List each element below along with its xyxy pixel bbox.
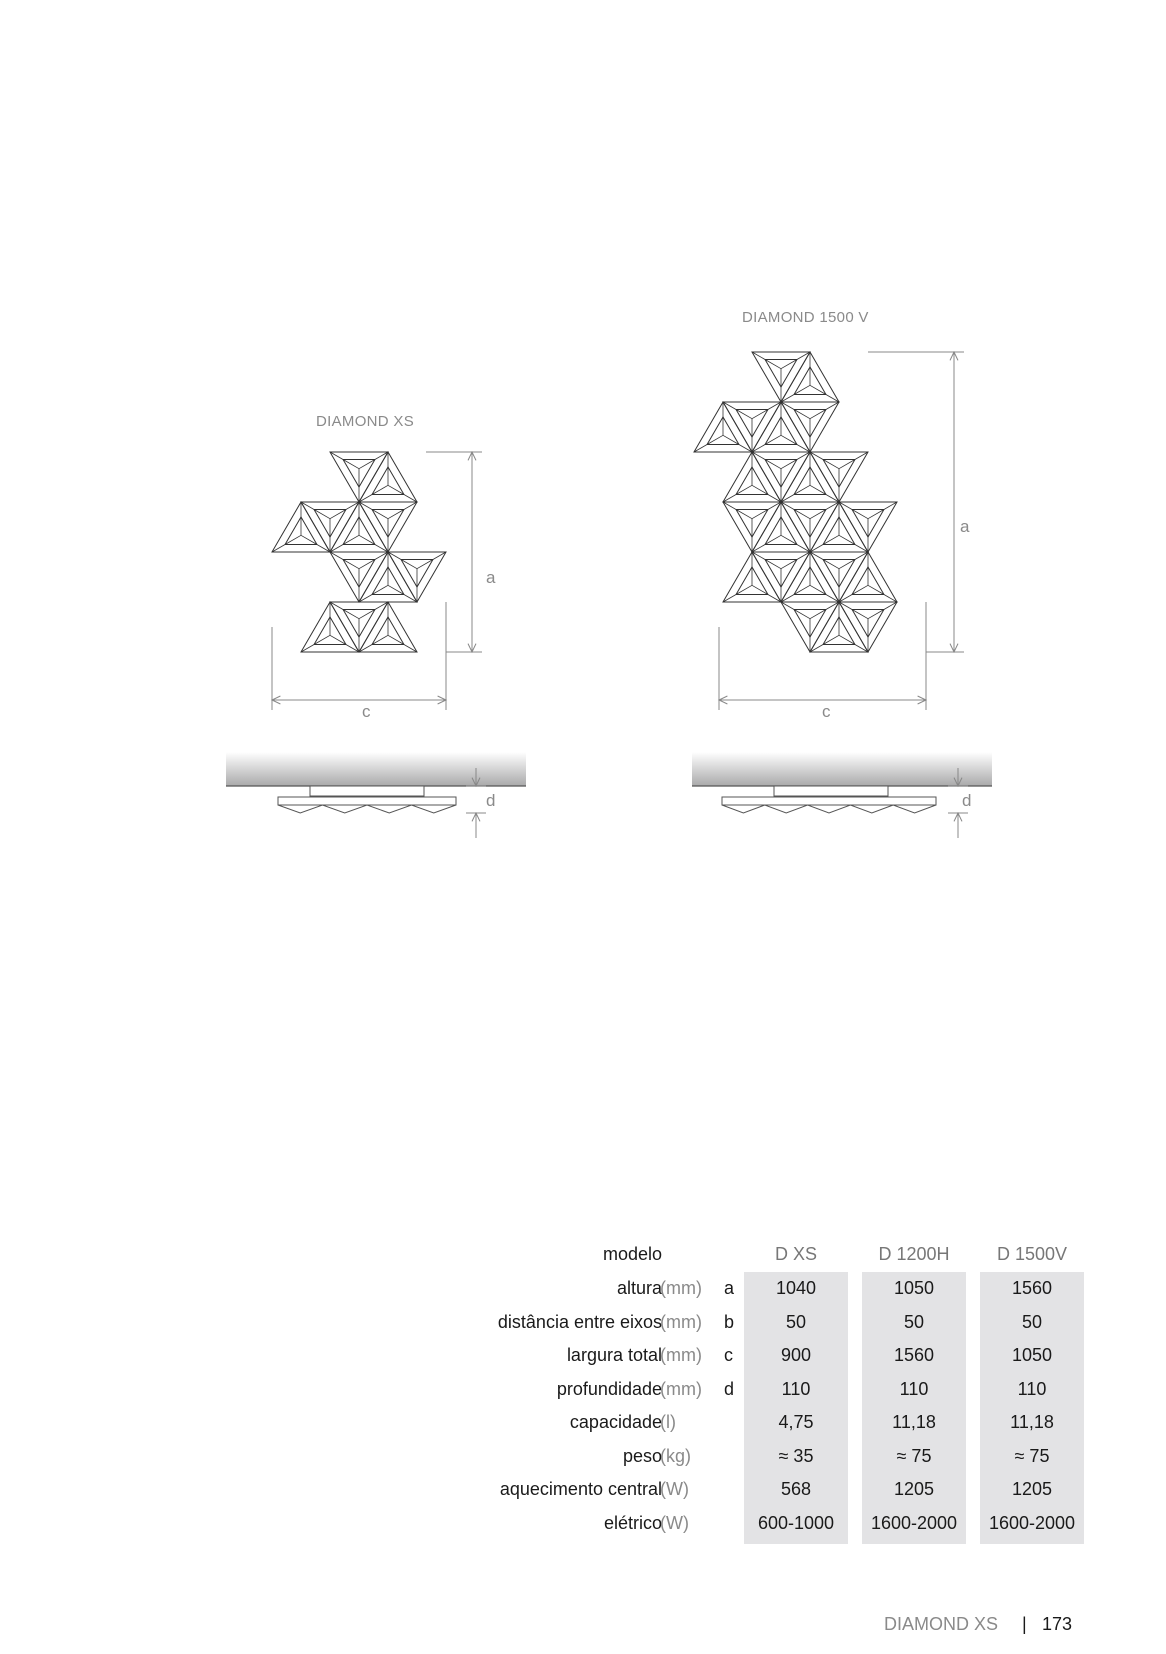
table-row: [460, 1373, 1100, 1405]
dimension-c-label-xs: c: [362, 702, 371, 721]
row-value-d1200h: 110: [899, 1378, 929, 1399]
row-value-dxs: 568: [780, 1479, 812, 1499]
row-value-d1200h: 1050: [893, 1278, 935, 1298]
radiator-profile: [278, 805, 456, 813]
table-row: [460, 1406, 1100, 1438]
row-value-d1500v: 110: [1017, 1378, 1047, 1399]
header-model-d1500v: D 1500V: [996, 1244, 1068, 1264]
row-unit: (l): [660, 1412, 676, 1432]
dimension-d-label-1500v: d: [962, 791, 972, 810]
row-label: capacidade: [569, 1412, 662, 1432]
radiator-profile: [722, 805, 936, 813]
row-value-dxs: 900: [780, 1345, 812, 1365]
row-unit: (W): [660, 1479, 689, 1499]
header-model-dxs: D XS: [774, 1244, 817, 1264]
row-unit: (mm): [660, 1345, 702, 1365]
row-dimension-letter: b: [724, 1311, 735, 1332]
footer-page-number: 173: [1042, 1614, 1073, 1634]
diamond-xs-side-view-wall: [226, 752, 526, 786]
table-row: [460, 1306, 1100, 1338]
diamond-1500v-side-view-wall: [692, 752, 992, 786]
row-value-d1500v: ≈ 75: [1014, 1445, 1050, 1466]
row-dimension-letter: c: [724, 1345, 733, 1365]
row-value-dxs: 4,75: [778, 1412, 814, 1432]
dimension-d-label-xs: d: [486, 791, 496, 810]
row-value-d1200h: 1205: [893, 1479, 935, 1499]
row-value-d1500v: 11,18: [1010, 1412, 1054, 1432]
row-value-d1200h: ≈ 75: [896, 1445, 932, 1466]
row-value-d1200h: 11,18: [892, 1412, 936, 1432]
header-label: modelo: [602, 1244, 662, 1264]
mounting-bracket: [774, 786, 888, 796]
row-value-dxs: 50: [785, 1311, 807, 1332]
header-model-d1200h: D 1200H: [878, 1244, 950, 1264]
row-dimension-letter: d: [724, 1378, 735, 1399]
radiator-body: [278, 797, 456, 805]
row-label: peso: [622, 1445, 662, 1466]
table-row: [460, 1339, 1100, 1371]
row-label: altura: [616, 1278, 662, 1298]
table-row: [460, 1272, 1100, 1304]
dimension-a-label-xs: a: [486, 568, 496, 587]
row-value-dxs: 110: [781, 1378, 811, 1399]
footer-separator: |: [1022, 1614, 1027, 1634]
row-unit: (W): [660, 1512, 689, 1533]
dimension-a-label-1500v: a: [960, 517, 970, 536]
row-value-dxs: ≈ 35: [778, 1445, 814, 1466]
table-row: [460, 1440, 1100, 1472]
footer-product: DIAMOND XS: [884, 1614, 999, 1634]
row-value-d1500v: 50: [1021, 1311, 1043, 1332]
row-unit: (mm): [660, 1378, 702, 1399]
row-dimension-letter: a: [724, 1278, 735, 1298]
row-label: distância entre eixos: [497, 1311, 662, 1332]
row-unit: (mm): [660, 1311, 702, 1332]
row-label: elétrico: [603, 1512, 662, 1533]
row-value-d1500v: 1600-2000: [988, 1512, 1076, 1533]
row-label: largura total: [566, 1345, 662, 1365]
row-unit: (mm): [660, 1278, 702, 1298]
row-unit: (kg): [660, 1445, 691, 1466]
mounting-bracket: [310, 786, 424, 796]
row-value-d1200h: 1600-2000: [870, 1512, 958, 1533]
row-value-d1200h: 1560: [893, 1345, 935, 1365]
figure-title-diamond-1500v: DIAMOND 1500 V: [742, 309, 869, 326]
table-row: [460, 1473, 1100, 1505]
row-value-dxs: 600-1000: [757, 1512, 835, 1533]
radiator-body: [722, 797, 936, 805]
table-row: [460, 1507, 1100, 1539]
spec-table: [460, 1238, 1100, 1568]
row-value-dxs: 1040: [775, 1278, 817, 1298]
dimension-c-label-1500v: c: [822, 702, 831, 721]
figure-title-diamond-xs: DIAMOND XS: [316, 413, 415, 430]
row-value-d1500v: 1050: [1011, 1345, 1053, 1365]
row-value-d1200h: 50: [903, 1311, 925, 1332]
row-label: aquecimento central: [499, 1479, 662, 1499]
row-label: profundidade: [556, 1378, 662, 1399]
row-value-d1500v: 1560: [1011, 1278, 1053, 1298]
row-value-d1500v: 1205: [1011, 1479, 1053, 1499]
table-header-row: [460, 1238, 1100, 1270]
